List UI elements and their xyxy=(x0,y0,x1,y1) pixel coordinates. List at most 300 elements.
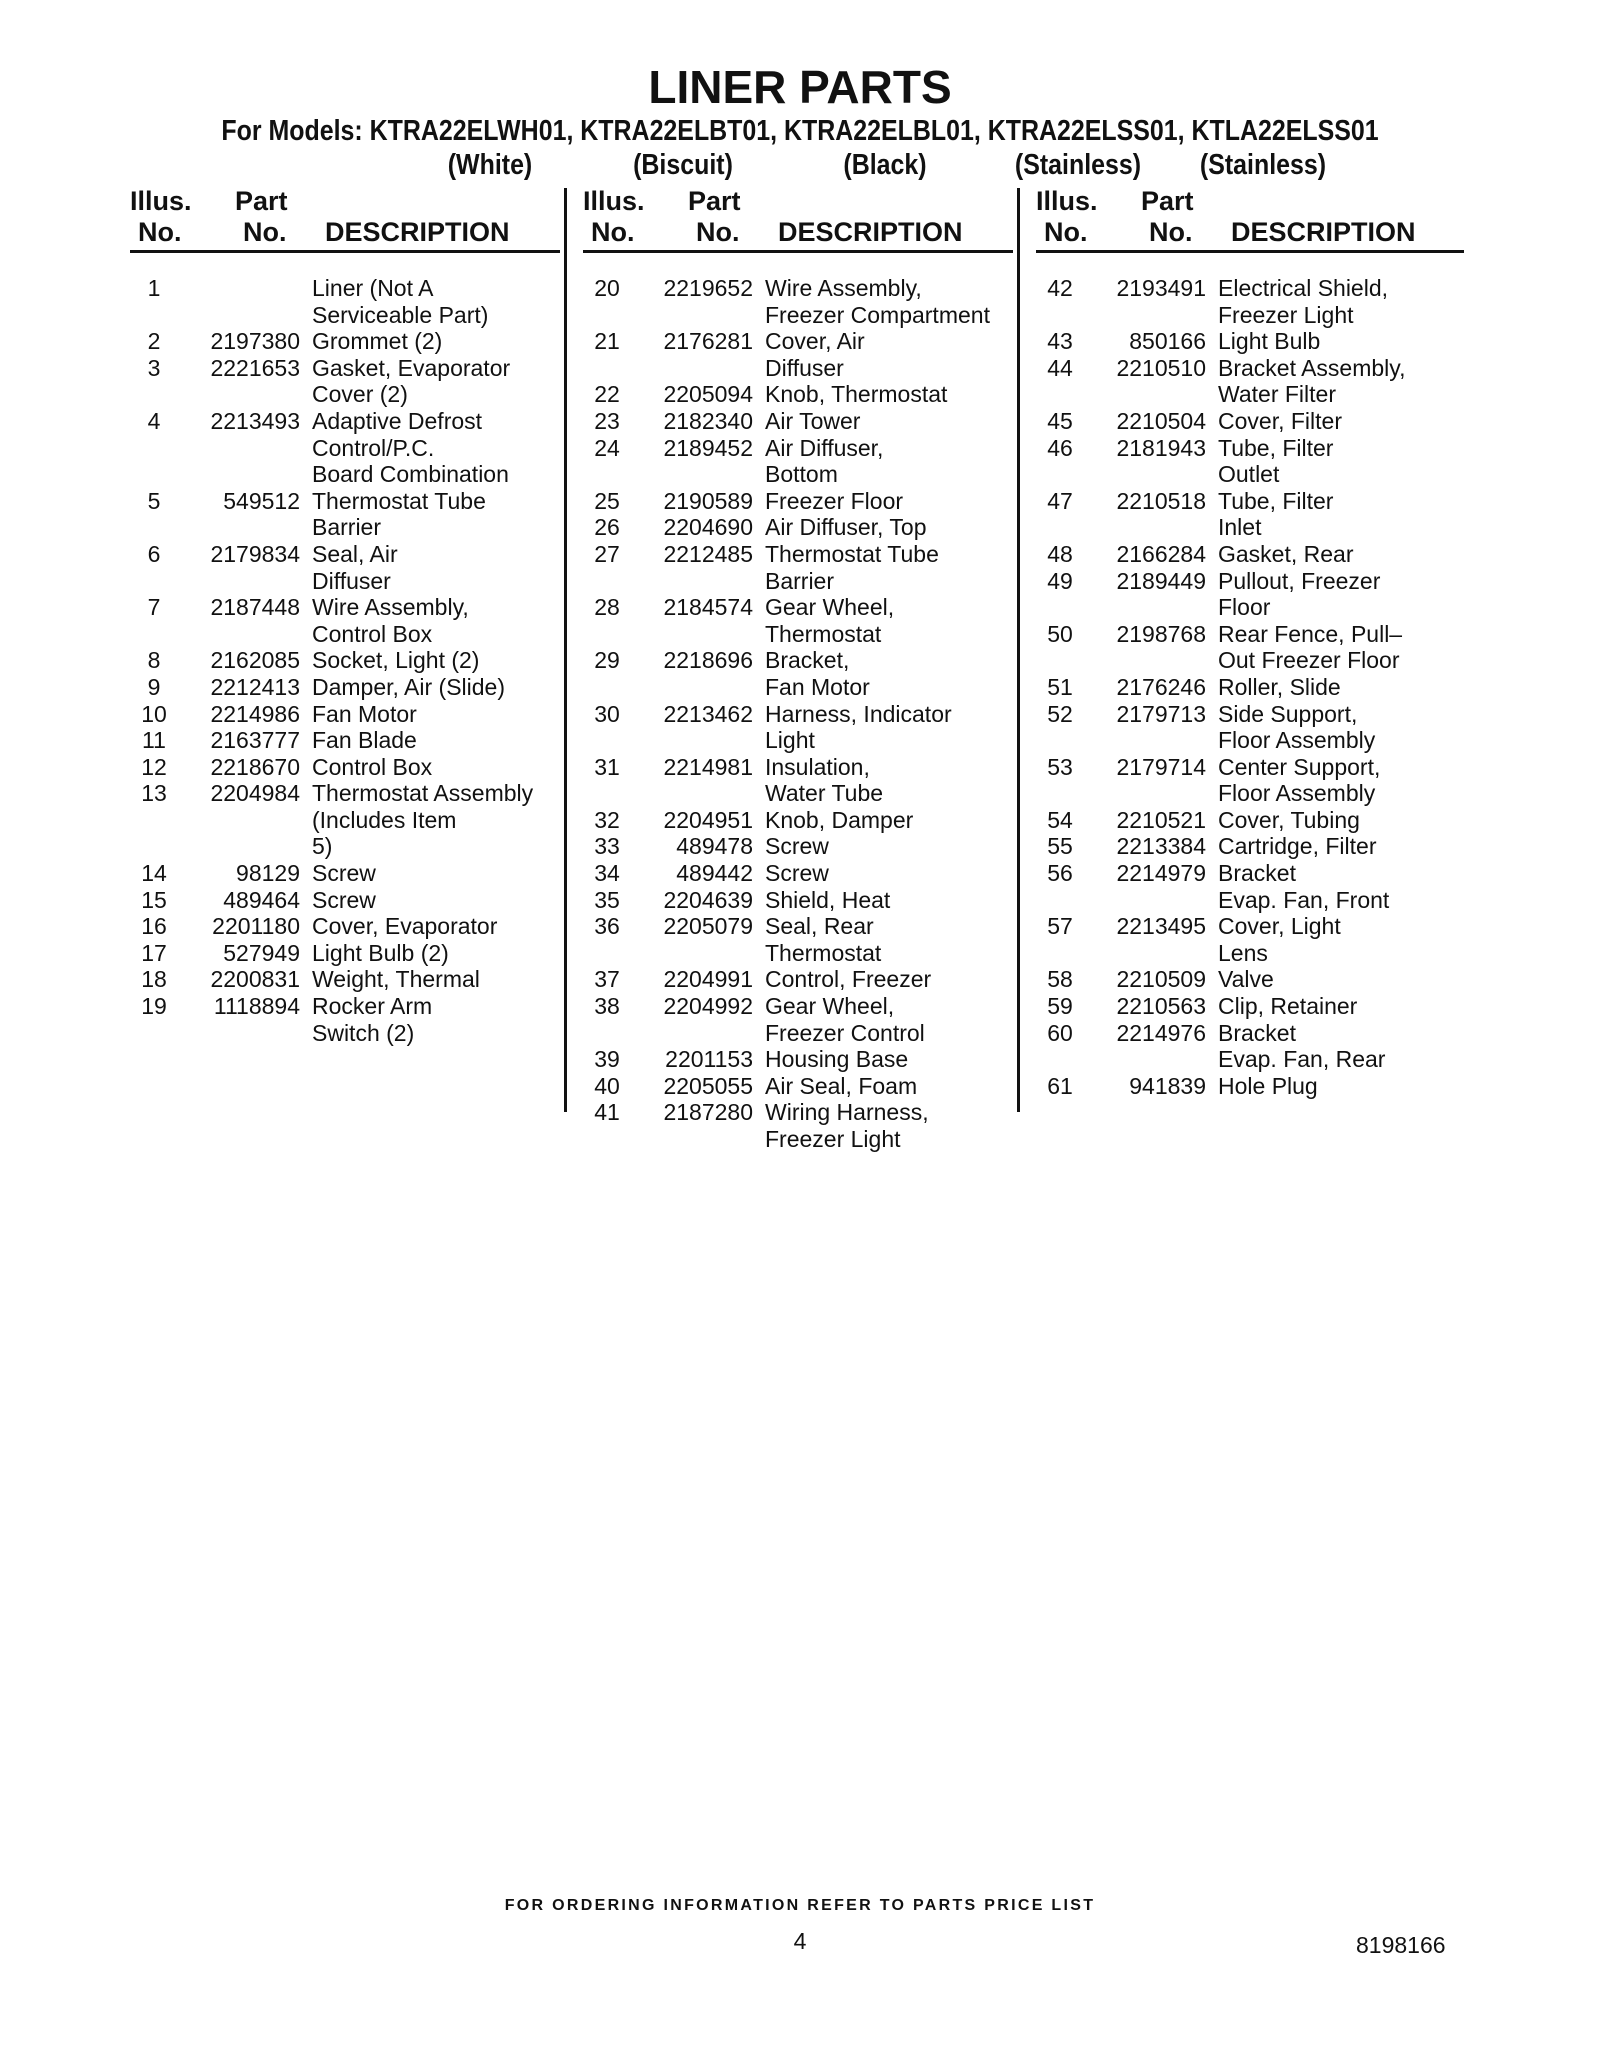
part-row xyxy=(583,807,1013,834)
illus-number: 36 xyxy=(594,913,620,940)
description-line: Evap. Fan, Front xyxy=(1218,886,1390,913)
description-header: DESCRIPTION xyxy=(1231,217,1416,247)
description-line: Light Bulb xyxy=(1218,328,1321,355)
part-row xyxy=(583,275,1013,328)
part-row xyxy=(1036,275,1464,328)
description-line: Bracket, xyxy=(765,647,850,674)
part-row xyxy=(130,940,560,967)
description-line: Roller, Slide xyxy=(1218,673,1341,700)
part-description xyxy=(312,408,560,488)
illus-number: 2 xyxy=(147,328,161,355)
illus-number: 34 xyxy=(594,860,620,887)
description-line: Pullout, Freezer xyxy=(1218,567,1381,594)
description-line: Thermostat xyxy=(765,939,882,966)
part-row xyxy=(583,408,1013,435)
description-line: Lens xyxy=(1218,939,1268,966)
description-line: Thermostat Tube xyxy=(765,540,939,567)
part-description xyxy=(1218,568,1464,621)
parts-column-2 xyxy=(583,186,1013,1153)
part-description xyxy=(312,993,560,1046)
part-row xyxy=(1036,435,1464,488)
description-line: Control/P.C. xyxy=(312,434,435,461)
part-row xyxy=(1036,913,1464,966)
part-no-header: No. xyxy=(243,217,287,247)
part-row xyxy=(1036,966,1464,993)
part-row xyxy=(583,647,1013,700)
part-description xyxy=(312,355,560,408)
description-line: Cover, Filter xyxy=(1218,407,1342,434)
part-description xyxy=(765,541,1013,594)
illus-number: 50 xyxy=(1047,620,1073,647)
part-description xyxy=(312,674,560,701)
part-description xyxy=(765,833,1013,860)
illus-number: 5 xyxy=(147,487,161,514)
part-row xyxy=(583,833,1013,860)
part-description xyxy=(312,647,560,674)
part-number: 2204690 xyxy=(663,514,753,541)
description-line: Barrier xyxy=(765,567,835,594)
illus-number: 46 xyxy=(1047,434,1073,461)
part-number: 2213384 xyxy=(1116,833,1206,860)
part-number: 2214976 xyxy=(1116,1019,1206,1046)
description-line: Tube, Filter xyxy=(1218,434,1334,461)
part-number: 2205055 xyxy=(663,1072,753,1099)
description-line: Out Freezer Floor xyxy=(1218,647,1400,674)
part-row xyxy=(130,594,560,647)
part-description xyxy=(312,727,560,754)
part-description xyxy=(765,1099,1013,1152)
part-row xyxy=(583,1073,1013,1100)
description-line: Wire Assembly, xyxy=(765,275,922,301)
part-number: 98129 xyxy=(236,860,300,887)
part-no-header: No. xyxy=(696,217,740,247)
description-line: Insulation, xyxy=(765,753,870,780)
illus-number: 31 xyxy=(594,753,620,780)
description-line: Bracket xyxy=(1218,1019,1296,1046)
illus-no-header: No. xyxy=(591,217,635,247)
description-line: Grommet (2) xyxy=(312,328,443,355)
illus-number: 58 xyxy=(1047,966,1073,993)
illus-header: Illus. xyxy=(130,186,192,216)
description-line: Gasket, Evaporator xyxy=(312,354,511,381)
part-number: 2197380 xyxy=(210,328,300,355)
part-row xyxy=(1036,674,1464,701)
part-number: 850166 xyxy=(1129,328,1206,355)
illus-number: 27 xyxy=(594,540,620,567)
parts-column-1 xyxy=(130,186,560,1046)
part-description xyxy=(765,408,1013,435)
part-description xyxy=(765,328,1013,381)
part-number: 2205079 xyxy=(663,913,753,940)
illus-number: 21 xyxy=(594,328,620,355)
description-line: Screw xyxy=(765,860,829,887)
part-description xyxy=(312,541,560,594)
part-description xyxy=(1218,993,1464,1020)
illus-number: 7 xyxy=(147,594,161,621)
illus-number: 53 xyxy=(1047,753,1073,780)
part-number: 2210509 xyxy=(1116,966,1206,993)
illus-number: 10 xyxy=(141,700,167,727)
part-number: 1118894 xyxy=(213,993,300,1020)
illus-number: 24 xyxy=(594,434,620,461)
part-description xyxy=(765,275,1013,328)
illus-number: 13 xyxy=(141,780,167,807)
illus-number: 29 xyxy=(594,647,620,674)
part-description xyxy=(765,913,1013,966)
illus-number: 38 xyxy=(594,993,620,1020)
description-line: Water Filter xyxy=(1218,381,1336,408)
description-line: Diffuser xyxy=(765,354,844,381)
part-description xyxy=(312,940,560,967)
part-row xyxy=(1036,1020,1464,1073)
part-description xyxy=(765,381,1013,408)
description-line: Seal, Air xyxy=(312,540,398,567)
part-description xyxy=(1218,754,1464,807)
part-row xyxy=(1036,754,1464,807)
description-line: Hole Plug xyxy=(1218,1072,1318,1099)
illus-number: 6 xyxy=(147,540,161,567)
description-line: Gear Wheel, xyxy=(765,594,895,621)
description-line: Harness, Indicator xyxy=(765,700,952,727)
part-number: 2212413 xyxy=(210,673,300,700)
description-line: Tube, Filter xyxy=(1218,487,1334,514)
part-header: Part xyxy=(1141,186,1194,216)
description-line: Knob, Damper xyxy=(765,806,914,833)
illus-number: 19 xyxy=(141,993,167,1020)
part-number: 2181943 xyxy=(1116,434,1206,461)
description-line: Cover (2) xyxy=(312,381,408,408)
description-line: Board Combination xyxy=(312,461,509,488)
part-row xyxy=(130,408,560,488)
part-number: 2190589 xyxy=(663,487,753,514)
part-row xyxy=(583,328,1013,381)
illus-number: 43 xyxy=(1047,328,1073,355)
illus-number: 11 xyxy=(142,727,166,754)
description-line: Clip, Retainer xyxy=(1218,993,1358,1020)
description-line: Gasket, Rear xyxy=(1218,540,1354,567)
description-line: Serviceable Part) xyxy=(312,301,489,328)
part-description xyxy=(1218,355,1464,408)
description-line: Air Diffuser, xyxy=(765,434,884,461)
part-number: 2214979 xyxy=(1116,860,1206,887)
illus-number: 16 xyxy=(141,913,167,940)
part-number: 2204984 xyxy=(210,780,300,807)
part-number: 489442 xyxy=(676,860,753,887)
part-row xyxy=(583,1099,1013,1152)
illus-number: 45 xyxy=(1047,407,1073,434)
description-line: Fan Blade xyxy=(312,727,417,754)
part-number: 489478 xyxy=(676,833,753,860)
parts-list xyxy=(583,275,1013,1153)
illus-number: 56 xyxy=(1047,860,1073,887)
part-description xyxy=(765,594,1013,647)
part-description xyxy=(765,754,1013,807)
illus-number: 40 xyxy=(594,1072,620,1099)
description-line: Barrier xyxy=(312,514,382,541)
part-description xyxy=(1218,701,1464,754)
color-label: (Black) xyxy=(843,149,927,181)
illus-number: 23 xyxy=(594,407,620,434)
part-description xyxy=(765,435,1013,488)
part-row xyxy=(583,860,1013,887)
description-line: Thermostat Tube xyxy=(312,487,486,514)
part-row xyxy=(583,514,1013,541)
illus-number: 12 xyxy=(141,753,167,780)
description-line: Screw xyxy=(765,833,829,860)
description-line: Control Box xyxy=(312,753,433,780)
part-number: 2198768 xyxy=(1116,620,1206,647)
description-line: Air Diffuser, Top xyxy=(765,514,927,541)
part-row xyxy=(1036,355,1464,408)
part-description xyxy=(1218,860,1464,913)
description-line: Rocker Arm xyxy=(312,993,433,1020)
part-number: 2166284 xyxy=(1116,540,1206,567)
part-row xyxy=(130,275,560,328)
part-row xyxy=(130,355,560,408)
description-line: Floor xyxy=(1218,594,1271,621)
part-description xyxy=(312,328,560,355)
illus-number: 60 xyxy=(1047,1019,1073,1046)
illus-number: 3 xyxy=(147,354,161,381)
part-description xyxy=(765,488,1013,515)
description-line: 5) xyxy=(312,833,333,860)
part-number: 2210518 xyxy=(1116,487,1206,514)
part-row xyxy=(583,541,1013,594)
illus-number: 25 xyxy=(594,487,620,514)
part-description xyxy=(765,887,1013,914)
part-row xyxy=(583,381,1013,408)
part-row xyxy=(1036,701,1464,754)
part-row xyxy=(130,860,560,887)
illus-number: 14 xyxy=(141,860,167,887)
description-line: Inlet xyxy=(1218,514,1262,541)
description-line: Floor Assembly xyxy=(1218,727,1376,754)
part-description xyxy=(1218,807,1464,834)
part-number: 2212485 xyxy=(663,540,753,567)
description-header: DESCRIPTION xyxy=(325,217,510,247)
part-description xyxy=(312,887,560,914)
parts-column-3 xyxy=(1036,186,1464,1099)
column-header xyxy=(130,186,560,253)
description-line: Shield, Heat xyxy=(765,886,891,913)
part-description xyxy=(312,913,560,940)
illus-header: Illus. xyxy=(583,186,645,216)
illus-number: 4 xyxy=(147,407,161,434)
description-line: Side Support, xyxy=(1218,700,1358,727)
part-number: 2162085 xyxy=(210,647,300,674)
description-line: Thermostat Assembly xyxy=(312,780,534,807)
color-label: (White) xyxy=(447,149,533,181)
part-header: Part xyxy=(235,186,288,216)
part-row xyxy=(583,1046,1013,1073)
description-line: Freezer Compartment xyxy=(765,301,990,328)
part-header: Part xyxy=(688,186,741,216)
part-row xyxy=(130,328,560,355)
part-row xyxy=(583,594,1013,647)
illus-number: 49 xyxy=(1047,567,1073,594)
part-description xyxy=(1218,1073,1464,1100)
color-label: (Biscuit) xyxy=(633,149,733,181)
column-header xyxy=(1036,186,1464,253)
part-number: 2189449 xyxy=(1116,567,1206,594)
part-description xyxy=(312,860,560,887)
part-number: 2179834 xyxy=(210,540,300,567)
part-description xyxy=(1218,1020,1464,1073)
part-description xyxy=(1218,541,1464,568)
description-line: Housing Base xyxy=(765,1046,909,1073)
description-line: Freezer Floor xyxy=(765,487,904,514)
part-description xyxy=(1218,328,1464,355)
illus-header: Illus. xyxy=(1036,186,1098,216)
illus-number: 44 xyxy=(1047,354,1073,381)
description-line: Air Seal, Foam xyxy=(765,1072,918,1099)
part-row xyxy=(1036,1073,1464,1100)
description-line: Freezer Light xyxy=(765,1126,901,1152)
part-number: 2218696 xyxy=(663,647,753,674)
illus-number: 8 xyxy=(147,647,161,674)
description-line: Center Support, xyxy=(1218,753,1381,780)
part-number: 2179713 xyxy=(1116,700,1206,727)
part-description xyxy=(312,780,560,860)
description-line: Freezer Light xyxy=(1218,301,1354,328)
models-line: For Models: KTRA22ELWH01, KTRA22ELBT01, KTRA22ELBL01, KTRA22ELSS01, KTLA22ELSS01 xyxy=(221,115,1379,147)
part-number: 2163777 xyxy=(210,727,300,754)
part-description xyxy=(1218,488,1464,541)
description-line: Switch (2) xyxy=(312,1019,415,1046)
part-description xyxy=(312,594,560,647)
ordering-info-footer: FOR ORDERING INFORMATION REFER TO PARTS PRICE LIST xyxy=(504,1897,1096,1914)
part-row xyxy=(1036,860,1464,913)
part-description xyxy=(1218,435,1464,488)
part-description xyxy=(765,1046,1013,1073)
part-row xyxy=(130,488,560,541)
description-line: Cover, Tubing xyxy=(1218,806,1360,833)
description-line: Bracket Assembly, xyxy=(1218,354,1406,381)
illus-no-header: No. xyxy=(1044,217,1088,247)
description-line: Thermostat xyxy=(765,620,882,647)
part-number: 2187280 xyxy=(663,1099,753,1126)
illus-number: 20 xyxy=(594,275,620,301)
description-line: (Includes Item xyxy=(312,806,457,833)
description-line: Gear Wheel, xyxy=(765,993,895,1020)
part-description xyxy=(1218,966,1464,993)
part-description xyxy=(1218,674,1464,701)
description-line: Screw xyxy=(312,860,376,887)
description-line: Light xyxy=(765,727,815,754)
column-divider xyxy=(564,188,567,1112)
part-row xyxy=(130,780,560,860)
part-row xyxy=(130,541,560,594)
part-row xyxy=(1036,807,1464,834)
part-description xyxy=(765,514,1013,541)
part-row xyxy=(1036,408,1464,435)
illus-number: 42 xyxy=(1047,275,1073,301)
part-number: 941839 xyxy=(1129,1072,1206,1099)
description-line: Cartridge, Filter xyxy=(1218,833,1377,860)
part-number: 549512 xyxy=(223,487,300,514)
description-line: Electrical Shield, xyxy=(1218,275,1389,301)
part-number: 2214986 xyxy=(210,700,300,727)
illus-number: 54 xyxy=(1047,806,1073,833)
part-number: 2176246 xyxy=(1116,673,1206,700)
description-line: Cover, Light xyxy=(1218,913,1341,940)
illus-number: 48 xyxy=(1047,540,1073,567)
part-number: 2221653 xyxy=(210,354,300,381)
parts-list xyxy=(130,275,560,1046)
part-number: 2201180 xyxy=(212,913,300,940)
illus-number: 22 xyxy=(594,381,620,408)
column-header xyxy=(583,186,1013,253)
description-line: Fan Motor xyxy=(312,700,417,727)
part-row xyxy=(583,701,1013,754)
description-line: Bottom xyxy=(765,461,838,488)
part-number: 2204991 xyxy=(663,966,753,993)
part-number: 2204951 xyxy=(663,806,753,833)
part-row xyxy=(1036,541,1464,568)
part-number: 2213493 xyxy=(210,407,300,434)
part-number: 2213462 xyxy=(663,700,753,727)
part-description xyxy=(312,754,560,781)
illus-number: 33 xyxy=(594,833,620,860)
part-description xyxy=(1218,621,1464,674)
part-description xyxy=(1218,833,1464,860)
illus-number: 57 xyxy=(1047,913,1073,940)
part-number: 2210510 xyxy=(1116,354,1206,381)
part-number: 2214981 xyxy=(663,753,753,780)
part-description xyxy=(765,807,1013,834)
description-line: Adaptive Defrost xyxy=(312,407,483,434)
parts-list xyxy=(1036,275,1464,1099)
description-line: Cover, Air xyxy=(765,328,865,355)
part-number: 2205094 xyxy=(663,381,753,408)
illus-number: 51 xyxy=(1047,673,1073,700)
description-line: Valve xyxy=(1218,966,1274,993)
illus-number: 47 xyxy=(1047,487,1073,514)
part-number: 2189452 xyxy=(663,434,753,461)
part-row xyxy=(1036,993,1464,1020)
illus-number: 52 xyxy=(1047,700,1073,727)
description-line: Fan Motor xyxy=(765,673,870,700)
part-number: 2219652 xyxy=(663,275,753,301)
part-description xyxy=(312,701,560,728)
part-row xyxy=(130,727,560,754)
part-number: 527949 xyxy=(223,939,300,966)
illus-number: 17 xyxy=(141,939,167,966)
part-row xyxy=(130,993,560,1046)
description-line: Evap. Fan, Rear xyxy=(1218,1046,1386,1073)
part-no-header: No. xyxy=(1149,217,1193,247)
part-row xyxy=(130,674,560,701)
part-row xyxy=(583,754,1013,807)
part-description xyxy=(312,966,560,993)
description-line: Socket, Light (2) xyxy=(312,647,480,674)
part-number: 2193491 xyxy=(1116,275,1206,301)
illus-number: 26 xyxy=(594,514,620,541)
part-number: 2204639 xyxy=(663,886,753,913)
color-label: (Stainless) xyxy=(1014,149,1142,181)
part-row xyxy=(583,887,1013,914)
description-line: Rear Fence, Pull– xyxy=(1218,620,1403,647)
part-row xyxy=(130,647,560,674)
part-description xyxy=(765,1073,1013,1100)
part-row xyxy=(130,887,560,914)
part-number: 2213495 xyxy=(1116,913,1206,940)
illus-number: 9 xyxy=(147,673,161,700)
illus-number: 32 xyxy=(594,806,620,833)
color-label: (Stainless) xyxy=(1199,149,1327,181)
description-line: Screw xyxy=(312,886,376,913)
part-number: 2210563 xyxy=(1116,993,1206,1020)
